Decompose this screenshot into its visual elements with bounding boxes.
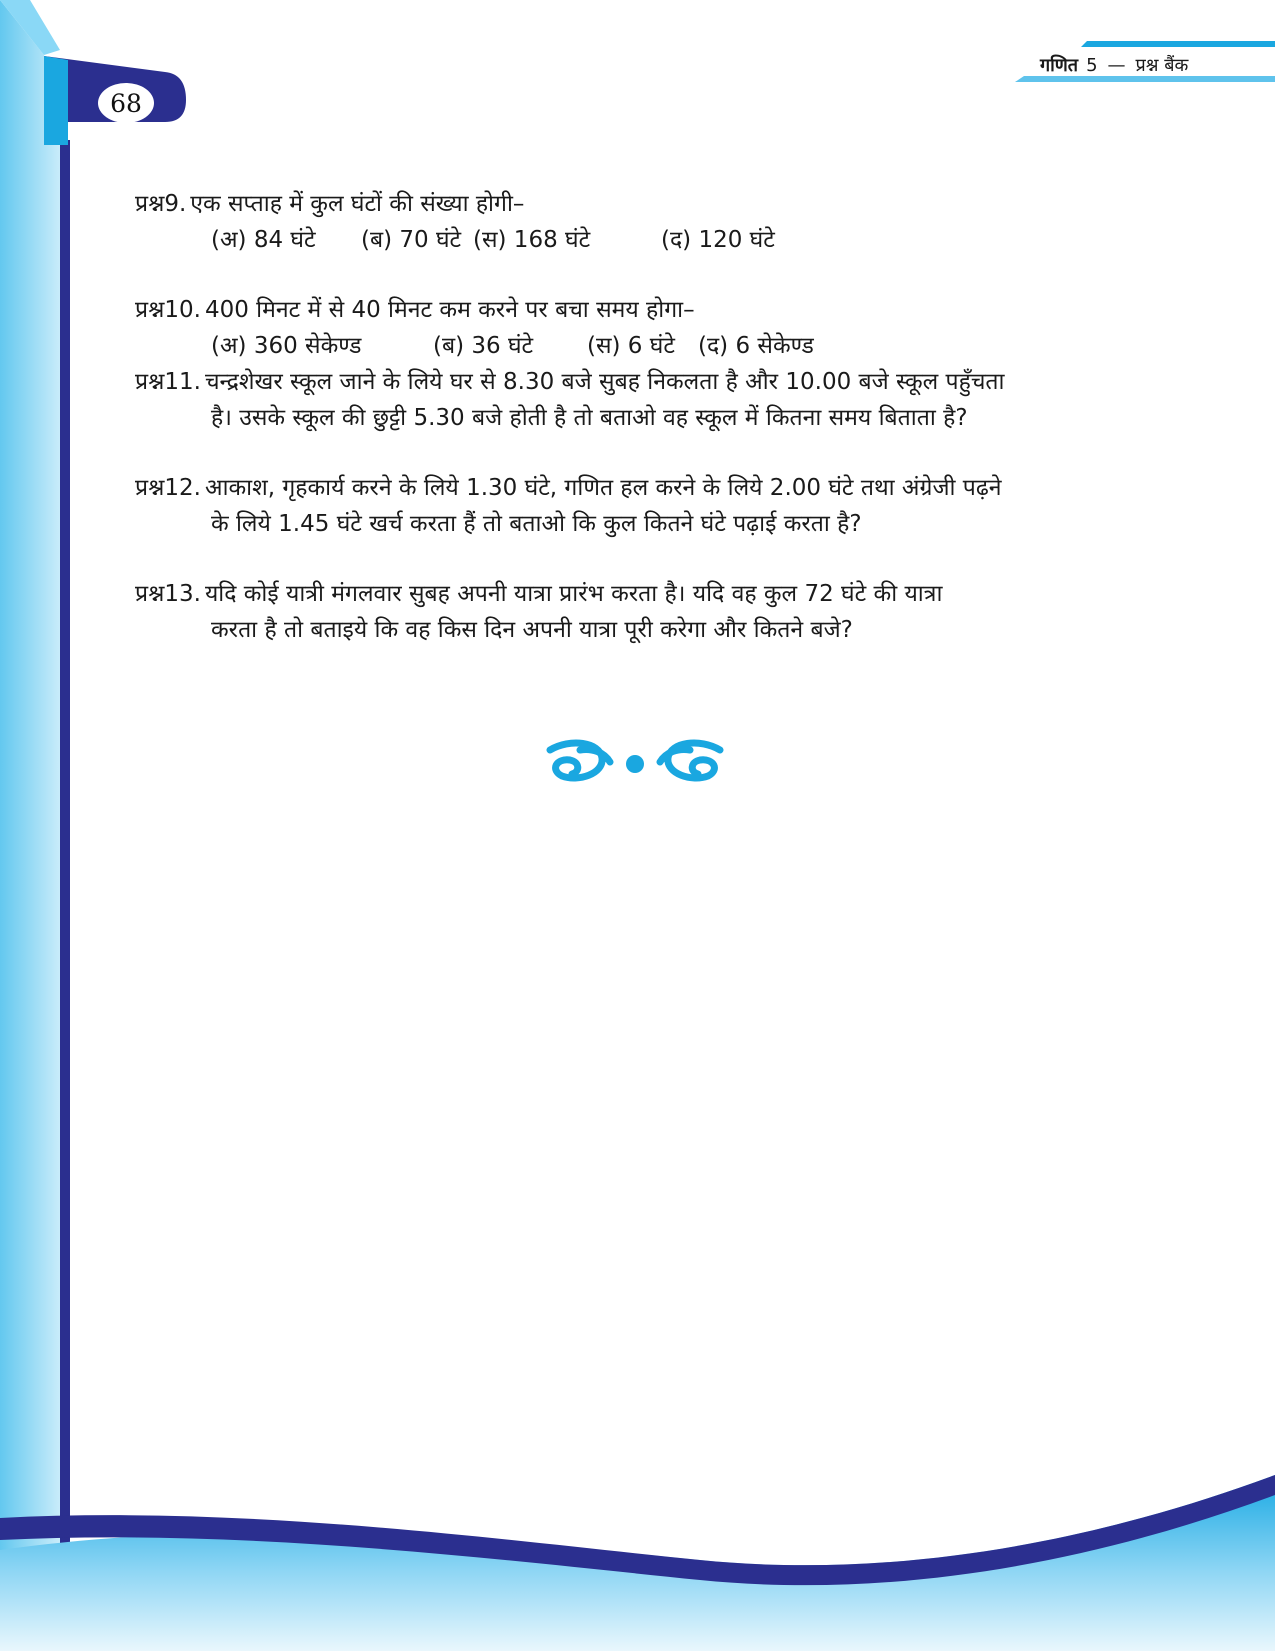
question-text: चन्द्रशेखर स्कूल जाने के लिये घर से 8.30 बजे सुबह निकलता है और 10.00 बजे स्कूल पहुँचता <box>204 369 1005 395</box>
left-band <box>0 0 60 1651</box>
question-10 <box>135 292 1155 364</box>
ornament-divider <box>540 736 730 788</box>
question-number: प्रश्न9. <box>135 191 187 217</box>
question-number: प्रश्न13. <box>135 581 201 607</box>
page-tab-accent <box>44 56 68 145</box>
question-11 <box>135 364 1155 436</box>
option-c: (स) 168 घंटे <box>473 227 591 253</box>
option-b: (ब) 70 घंटे <box>361 227 462 253</box>
question-text: आकाश, गृहकार्य करने के लिये 1.30 घंटे, गणित हल करने के लिये 2.00 घंटे तथा अंग्रेजी पढ़ने <box>204 475 1002 501</box>
option-b: (ब) 36 घंटे <box>433 333 534 359</box>
question-12 <box>135 470 1155 542</box>
option-c: (स) 6 घंटे <box>587 333 675 359</box>
option-d: (द) 6 सेकेण्ड <box>698 333 814 359</box>
question-number: प्रश्न10. <box>135 297 201 323</box>
header-separator: — <box>1107 54 1126 76</box>
page-number: 68 <box>110 88 142 118</box>
option-a: (अ) 84 घंटे <box>211 227 316 253</box>
header-subject: गणित <box>1040 55 1079 76</box>
question-text-continued: के लिये 1.45 घंटे खर्च करता हैं तो बताओ कि कुल कितने घंटे पढ़ाई करता है? <box>211 511 862 537</box>
header-book: प्रश्न बैंक <box>1135 55 1189 76</box>
option-a: (अ) 360 सेकेण्ड <box>211 333 362 359</box>
question-text-continued: करता है तो बताइये कि वह किस दिन अपनी यात्रा पूरी करेगा और कितने बजे? <box>211 617 853 643</box>
header-class: 5 <box>1086 54 1098 76</box>
question-text: यदि कोई यात्री मंगलवार सुबह अपनी यात्रा प्रारंभ करता है। यदि वह कुल 72 घंटे की यात्रा <box>204 581 943 607</box>
navy-rule <box>60 140 70 1560</box>
question-list <box>135 186 1155 648</box>
question-text: 400 मिनट में से 40 मिनट कम करने पर बचा समय होगा– <box>204 297 695 323</box>
question-number: प्रश्न12. <box>135 475 201 501</box>
option-d: (द) 120 घंटे <box>661 227 775 253</box>
options-row <box>211 222 1155 258</box>
question-13 <box>135 576 1155 648</box>
options-row <box>211 328 1155 364</box>
question-9 <box>135 186 1155 258</box>
question-number: प्रश्न11. <box>135 369 201 395</box>
question-text-continued: है। उसके स्कूल की छुट्टी 5.30 बजे होती है तो बताओ वह स्कूल में कितना समय बिताता है? <box>211 405 968 431</box>
header-stripe-top <box>1081 41 1275 47</box>
running-header <box>1040 50 1240 80</box>
question-text: एक सप्ताह में कुल घंटों की संख्या होगी– <box>190 191 525 217</box>
